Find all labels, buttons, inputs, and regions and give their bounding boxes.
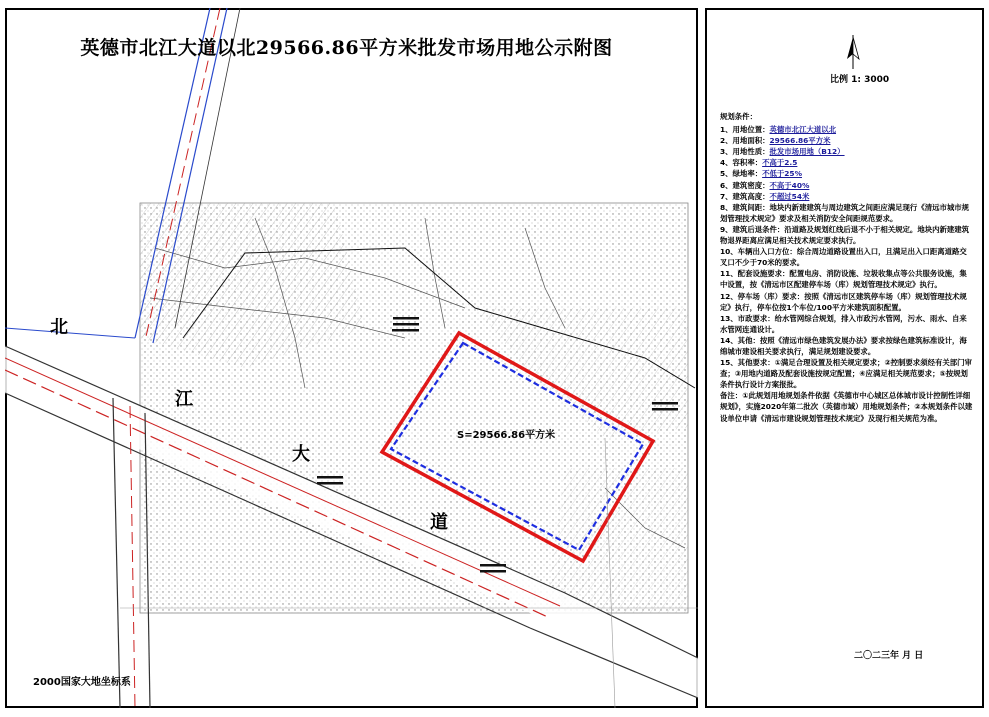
conditions-heading: 规划条件： — [720, 112, 757, 121]
scale-label: 比例 1: 3000 — [830, 75, 890, 85]
road-name-char-1: 北 — [50, 317, 68, 338]
planning-conditions — [720, 111, 974, 424]
condition-item: 11、配套设施要求：配置电房、消防设施、垃圾收集点等公共服务设施，集中设置，按《清远市区配建停车场（库）规划管理技术规定》执行。 — [720, 269, 967, 290]
condition-item: 9、建筑后退条件：沿道路及规划红线后退不小于相关规定。地块内新建建筑物退界距离应满足相关技术规定要求执行。 — [720, 224, 970, 246]
condition-item: 1、用地位置：英德市北江大道以北 — [720, 125, 837, 135]
condition-item: 2、用地面积：29566.86平方米 — [720, 136, 831, 146]
condition-item: 3、用地性质：批发市场用地（B12） — [720, 147, 845, 157]
road-name-char-2: 江 — [175, 389, 193, 410]
condition-item: 8、建筑间距：地块内新建建筑与周边建筑之间距应满足现行《清远市城市规划管理技术规定》要求及相关消防安全间距规范要求。 — [720, 202, 970, 223]
date-label: 二〇二三年 月 日 — [854, 651, 924, 661]
condition-item: 5、绿地率：不低于25% — [720, 169, 802, 179]
coordinate-system-note: 2000国家大地坐标系 — [33, 677, 131, 688]
condition-item: 备注：①此规划用地规划条件依据《英德市中心城区总体城市设计控制性详细规划》，实施2020年第二批次（英德市域）用地规划条件；②本规划条件以建设单位申请《清远市建设规划管理技术规定》及现行相关规范为准。 — [720, 391, 973, 423]
condition-item: 14、其他：按照《清远市绿色建筑发展办法》要求按绿色建筑标准设计，海绵城市建设相关要求执行，满足规划建设要求。 — [720, 335, 967, 356]
condition-item: 12、停车场（库）要求：按照《清远市区建筑停车场（库）规划管理技术规定》执行，停车位按1个车位/100平方米建筑面积配置。 — [720, 291, 967, 312]
condition-item: 15、其他要求：①满足合理设置及相关规定要求；②控制要求须经有关部门审查；③用地内道路及配套设施按规定配置；④应满足相关规范要求；⑤按规划条件执行设计方案报批。 — [720, 358, 972, 390]
road-name-char-3: 大 — [292, 444, 310, 465]
road-name-char-4: 道 — [430, 512, 448, 533]
condition-item: 13、市政要求：给水管网综合规划，排入市政污水管网，污水、雨水、自来水管网连通设计。 — [720, 313, 967, 334]
map-title: 英德市北江大道以北29566.86平方米批发市场用地公示附图 — [80, 37, 613, 59]
condition-item: 6、建筑密度：不高于40% — [720, 180, 810, 190]
condition-item: 7、建筑高度：不超过54米 — [720, 191, 810, 201]
site-plan-map — [5, 8, 698, 708]
north-arrow-icon — [842, 35, 864, 69]
site-area-label: S=29566.86平方米 — [457, 430, 556, 441]
condition-item: 10、车辆出入口方位：综合周边道路设置出入口，且满足出入口距离道路交叉口不少于70米的要求。 — [720, 247, 967, 268]
condition-item: 4、容积率：不高于2.5 — [720, 158, 798, 168]
